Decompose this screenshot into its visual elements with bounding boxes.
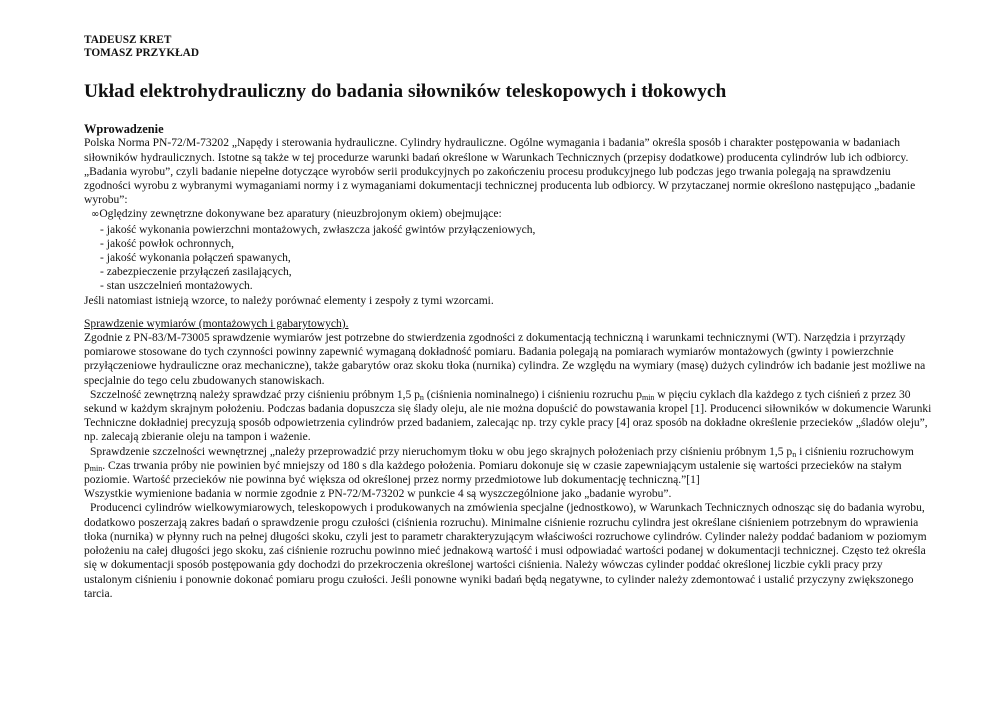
list-item: - zabezpieczenie przyłączeń zasilających, (100, 266, 292, 279)
text-run: Sprawdzenie szczelności wewnętrznej „należy przeprowadzić przy nieruchomym tłoku w obu jego skrajnych położeniach przy ciśnieniu próbnym 1,5 p (90, 445, 793, 458)
author-name: TOMASZ PRZYKŁAD (84, 47, 199, 60)
inspection-list (84, 223, 932, 294)
bullet-text: Oględziny zewnętrzne dokonywane bez aparatury (nieuzbrojonym okiem) obejmujące: (99, 208, 502, 221)
text-run: w pięciu cyklach dla każdego z tych ciśnień z przez 30 sekund w każdym skrajnym położeniu. Podczas badania dopuszcza się ślady oleju, ale nie można dopuścić do powstawania kropel [1]. Producenci siłowników w dokumencie Warunki Techniczne dokładniej precyzują sposób odpowietrzenia cylindrów przed badaniem, zalecając np. trzy cykle pracy [4] oraz sposób na dokładne określenie przecieków „śladów oleju”, np. zalecają zbieranie oleju na tampon i ważenie. (84, 388, 932, 444)
text-run: i ciśnieniu rozruchowym p (84, 445, 914, 472)
text-run: . Czas trwania próby nie powinien być mniejszy od 180 s dla każdego położenia. Pomiaru dokonuje się w czasie zapewniającym ustalenie się wartości przecieków na stałym poziomie. Wartość przecieków nie powinna być większa od określonej przez normy przedmiotowe lub dokumentację techniczną.”[1] (84, 459, 902, 487)
section-heading-underlined: Sprawdzenie wymiarów (montażowych i gabarytowych). (84, 317, 349, 330)
section-introduction (84, 122, 932, 307)
list-item: - jakość wykonania połączeń spawanych, (100, 252, 291, 265)
intro-closing: Jeśli natomiast istnieją wzorce, to należy porównać elementy i zespoły z tymi wzorcami. (84, 294, 494, 307)
paragraph: Producenci cylindrów wielkowymiarowych, teleskopowych i produkowanych na zmówienia specjalne (jednostkowo), w Warunkach Technicznych odnosząc się do badania wyrobu, dodatkowo poszerzają zakres badań o sprawdzenie progu czułości (ciśnienia rozruchu). Minimalne ciśnienie rozruchu cylindra jest określane ciśnieniem potrzebnym do wprawienia tłoka (nurnika) w płynny ruch na pełnej długości skoku, czyli jest to parametr charakteryzującym właściwości rozruchowe cylindrów. Cylinder należy poddać badaniom w poziomym położeniu na całej długości jego skoku, zaś ciśnienie rozruchu powinno mieć jednakową wartość i musi odpowiadać wartości podanej w dokumentacji technicznej. Często też określa się w dokumentacji sposób postępowania gdy dochodzi do przekroczenia określonej wartości ciśnienia. Należy wówczas cylinder poddać określonej liczbie cykli pracy przy ustalonym ciśnieniu i ponownie dokonać pomiaru progu czułości. Jeśli ponowne wyniki badań będą negatywne, to cylinder należy zdemontować i ustalić przyczyny zwiększonego tarcia. (84, 502, 927, 600)
subscript: n (792, 449, 797, 459)
subscript: min (89, 463, 103, 473)
list-item: - jakość powłok ochronnych, (100, 237, 235, 250)
section-heading: Wprowadzenie (84, 122, 164, 137)
list-item: - jakość wykonania powierzchni montażowych, zwłaszcza jakość gwintów przyłączeniowych, (100, 223, 536, 236)
section-dimensions (84, 317, 932, 601)
subscript: n (419, 392, 424, 402)
paragraph: Zgodnie z PN-83/M-73005 sprawdzenie wymiarów jest potrzebne do stwierdzenia zgodności z dokumentacją techniczną i warunkami technicznymi (WT). Narzędzia i przyrządy pomiarowe stosowane do tych czynności powinny zapewnić wymaganą dokładność pomiaru. Badania polegają na pomiarach wymiarów montażowych (gwinty i powierzchnie przyłączeniowe hydrauliczne oraz mechaniczne), także gabarytów oraz skoku tłoka (nurnika) cylindra. Ze względu na wymiary (masę) dużych cylindrów ich badanie jest możliwe na specjalnie do tego celu zbudowanych stanowiskach. (84, 332, 926, 387)
text-run: (ciśnienia nominalnego) i ciśnieniu rozruchu p (423, 388, 642, 401)
subscript: min (641, 392, 655, 402)
paragraph-internal-tightness (84, 445, 932, 488)
infinity-bullet-icon: ∞ (91, 209, 100, 221)
intro-paragraph: Polska Norma PN-72/M-73202 „Napędy i sterowania hydrauliczne. Cylindry hydrauliczne. Ogólne wymagania i badania” określa sposób i charakter postępowania w badaniach siłowników hydraulicznych. Istotne są także w tej procedurze warunki badań określone w Warunkach Technicznych (przepisy dodatkowe) producenta cylindrów lub ich odbiorcy. „Badania wyrobu”, czyli badanie niepełne dotyczące wyrobów serii produkcyjnych po zakończeniu procesu produkcyjnego lub podczas jego trwania polegają na sprawdzeniu zgodności wyrobu z wybranymi wymaganiami normy i z wymaganiami dokumentacji technicznej producenta lub odbiorcy. W przytaczanej normie określono następująco „badanie wyrobu”: (84, 137, 916, 207)
document-title: Układ elektrohydrauliczny do badania siłowników teleskopowych i tłokowych (84, 81, 727, 103)
author-block (84, 34, 932, 60)
paragraph-external-tightness (84, 388, 932, 445)
author-name: TADEUSZ KRET (84, 34, 172, 46)
list-item: - stan uszczelnień montażowych. (100, 280, 253, 293)
bullet-item (84, 207, 932, 222)
text-run: Szczelność zewnętrzną należy sprawdzać przy ciśnieniu próbnym 1,5 p (90, 388, 420, 401)
paragraph: Wszystkie wymienione badania w normie zgodnie z PN-72/M-73202 w punkcie 4 są wyszczególnione jako „badanie wyrobu”. (84, 488, 672, 501)
